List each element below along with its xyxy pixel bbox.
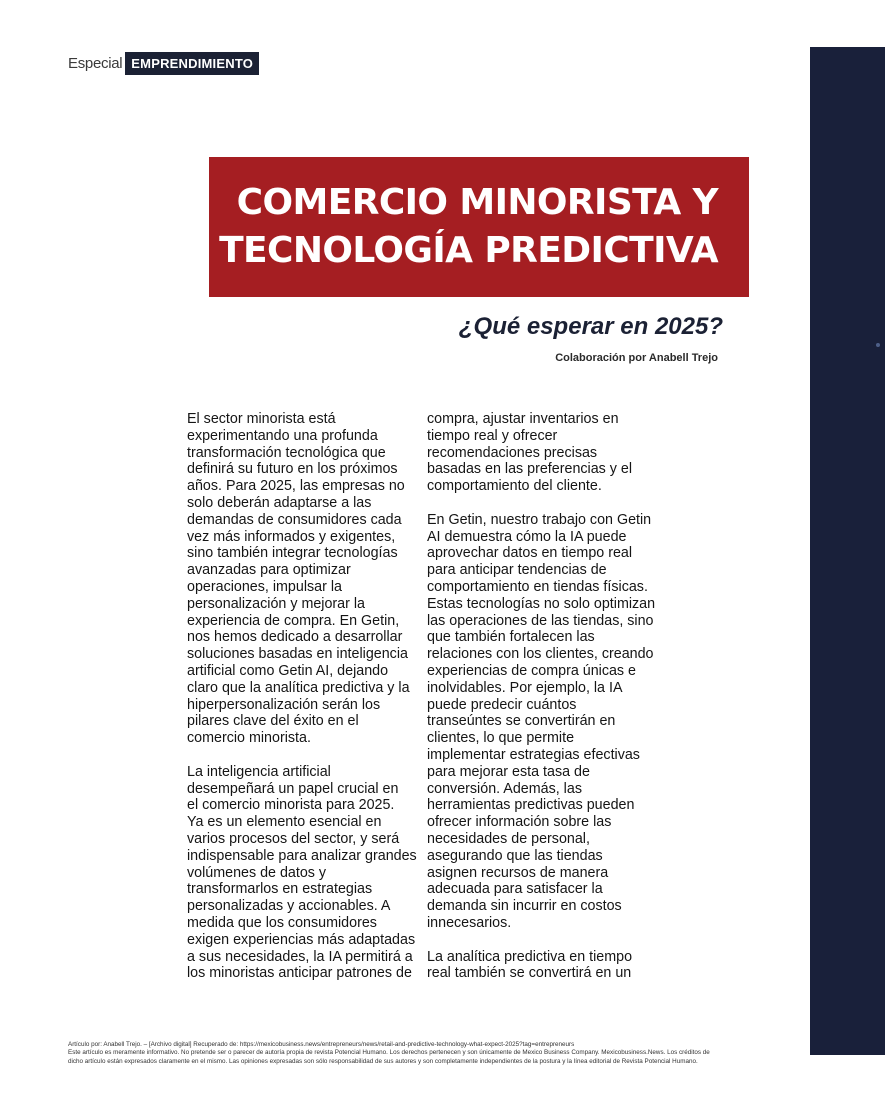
text-line: pilares clave del éxito en el <box>187 713 359 730</box>
header-especial: Especial <box>68 55 123 72</box>
text-line: definirá su futuro en los próximos <box>187 461 398 478</box>
text-line: implementar estrategias efectivas <box>427 746 640 763</box>
text-line: necesidades de personal, <box>427 830 590 847</box>
section-badge: EMPRENDIMIENTO <box>125 52 259 75</box>
paragraph <box>427 411 667 495</box>
text-line: La inteligencia artificial <box>187 763 331 780</box>
text-line: AI demuestra cómo la IA puede <box>427 528 627 545</box>
text-line: el comercio minorista para 2025. <box>187 797 395 814</box>
text-line: Ya es un elemento esencial en <box>187 814 382 831</box>
title-line-2: TECNOLOGÍA PREDICTIVA <box>219 230 718 271</box>
text-line: experiencias de compra únicas e <box>427 662 637 679</box>
text-line: avanzadas para optimizar <box>187 562 351 579</box>
text-line: soluciones basadas en inteligencia <box>187 646 408 663</box>
text-line: sino también integrar tecnologías <box>187 545 398 562</box>
text-line: demandas de consumidores cada <box>187 511 402 528</box>
footer-disclaimer-line: dicho artículo están expresados claramente en el mismo. Las opiniones expresadas son sólo responsabilidad de sus autores y son completamente independientes de la postura y la línea editorial de Revista Potencial Humano. <box>68 1057 698 1065</box>
text-line: asignen recursos de manera <box>427 864 609 881</box>
text-line: experiencia de compra. En Getin, <box>187 612 400 629</box>
text-line: solo deberán adaptarse a las <box>187 494 372 511</box>
text-line: operaciones, impulsar la <box>187 578 342 595</box>
text-line: años. Para 2025, las empresas no <box>187 478 405 495</box>
text-line: experimentando una profunda <box>187 427 378 444</box>
text-line: nos hemos dedicado a desarrollar <box>187 629 403 646</box>
footer-disclaimer-line: Este artículo es meramente informativo. No pretende ser o parecer de autoría propia de revista Potencial Humano. Los derechos pertenecen y son únicamente de Mexico Business Company. Mexicobusiness.News. Los créditos de <box>68 1049 710 1057</box>
text-line: herramientas predictivas pueden <box>427 797 635 814</box>
article-column-left <box>187 411 427 999</box>
text-line: innecesarios. <box>427 914 512 931</box>
text-line: exigen experiencias más adaptadas <box>187 931 416 948</box>
side-dot <box>876 343 880 347</box>
paragraph <box>427 949 667 983</box>
text-line: ofrecer información sobre las <box>427 814 612 831</box>
text-line: transformación tecnológica que <box>187 444 386 461</box>
text-line: hiperpersonalización serán los <box>187 696 381 713</box>
text-line: adecuada para satisfacer la <box>427 881 603 898</box>
text-line: comportamiento en tiendas físicas. <box>427 578 648 595</box>
text-line: aprovechar datos en tiempo real <box>427 545 633 562</box>
text-line: comportamiento del cliente. <box>427 478 602 495</box>
side-decoration-bar <box>810 47 885 1055</box>
text-line: a sus necesidades, la IA permitirá a <box>187 948 413 965</box>
text-line: puede predecir cuántos <box>427 696 577 713</box>
text-line: conversión. Además, las <box>427 780 582 797</box>
paragraph <box>427 512 667 932</box>
text-line: personalizadas y accionables. A <box>187 898 391 915</box>
title-line-1: COMERCIO MINORISTA Y <box>236 182 718 223</box>
article-subtitle: ¿Qué esperar en 2025? <box>458 313 723 340</box>
text-line: inolvidables. Por ejemplo, la IA <box>427 679 623 696</box>
text-line: los minoristas anticipar patrones de <box>187 965 412 982</box>
text-line: El sector minorista está <box>187 411 336 427</box>
paragraph <box>187 411 427 747</box>
text-line: claro que la analítica predictiva y la <box>187 679 410 696</box>
text-line: medida que los consumidores <box>187 914 377 931</box>
text-line: clientes, lo que permite <box>427 730 575 747</box>
text-line: que también fortalecen las <box>427 629 595 646</box>
text-line: demanda sin incurrir en costos <box>427 898 622 915</box>
text-line: real también se convertirá en un <box>427 965 632 982</box>
text-line: asegurando que las tiendas <box>427 847 603 864</box>
text-line: desempeñará un papel crucial en <box>187 780 399 797</box>
text-line: tiempo real y ofrecer <box>427 427 558 444</box>
footer-source-line: Artículo por: Anabell Trejo. – [Archivo digital] Recuperado de: https://mexicobusiness.news/entrepreneurs/news/retail-and-predictive-technology-what-expect-2025?tag=entrepreneurs <box>68 1041 575 1048</box>
text-line: para anticipar tendencias de <box>427 562 607 579</box>
text-line: artificial como Getin AI, dejando <box>187 662 389 679</box>
text-line: transformarlos en estrategias <box>187 881 373 898</box>
text-line: transeúntes se convertirán en <box>427 713 616 730</box>
text-line: En Getin, nuestro trabajo con Getin <box>427 511 652 528</box>
footer-credits <box>68 1041 788 1066</box>
text-line: relaciones con los clientes, creando <box>427 646 654 663</box>
text-line: varios procesos del sector, y será <box>187 830 400 847</box>
text-line: volúmenes de datos y <box>187 864 327 881</box>
text-line: indispensable para analizar grandes <box>187 847 417 864</box>
section-header <box>68 51 259 76</box>
text-line: para mejorar esta tasa de <box>427 763 590 780</box>
text-line: Estas tecnologías no solo optimizan <box>427 595 656 612</box>
text-line: basadas en las preferencias y el <box>427 461 633 478</box>
article-column-right <box>427 411 667 999</box>
text-line: personalización y mejorar la <box>187 595 365 612</box>
byline: Colaboración por Anabell Trejo <box>555 352 718 364</box>
text-line: las operaciones de las tiendas, sino <box>427 612 654 629</box>
text-line: La analítica predictiva en tiempo <box>427 948 633 965</box>
text-line: vez más informados y exigentes, <box>187 528 396 545</box>
article-title-box <box>209 157 749 297</box>
paragraph <box>187 764 427 982</box>
text-line: comercio minorista. <box>187 730 311 747</box>
text-line: compra, ajustar inventarios en <box>427 411 619 427</box>
text-line: recomendaciones precisas <box>427 444 598 461</box>
